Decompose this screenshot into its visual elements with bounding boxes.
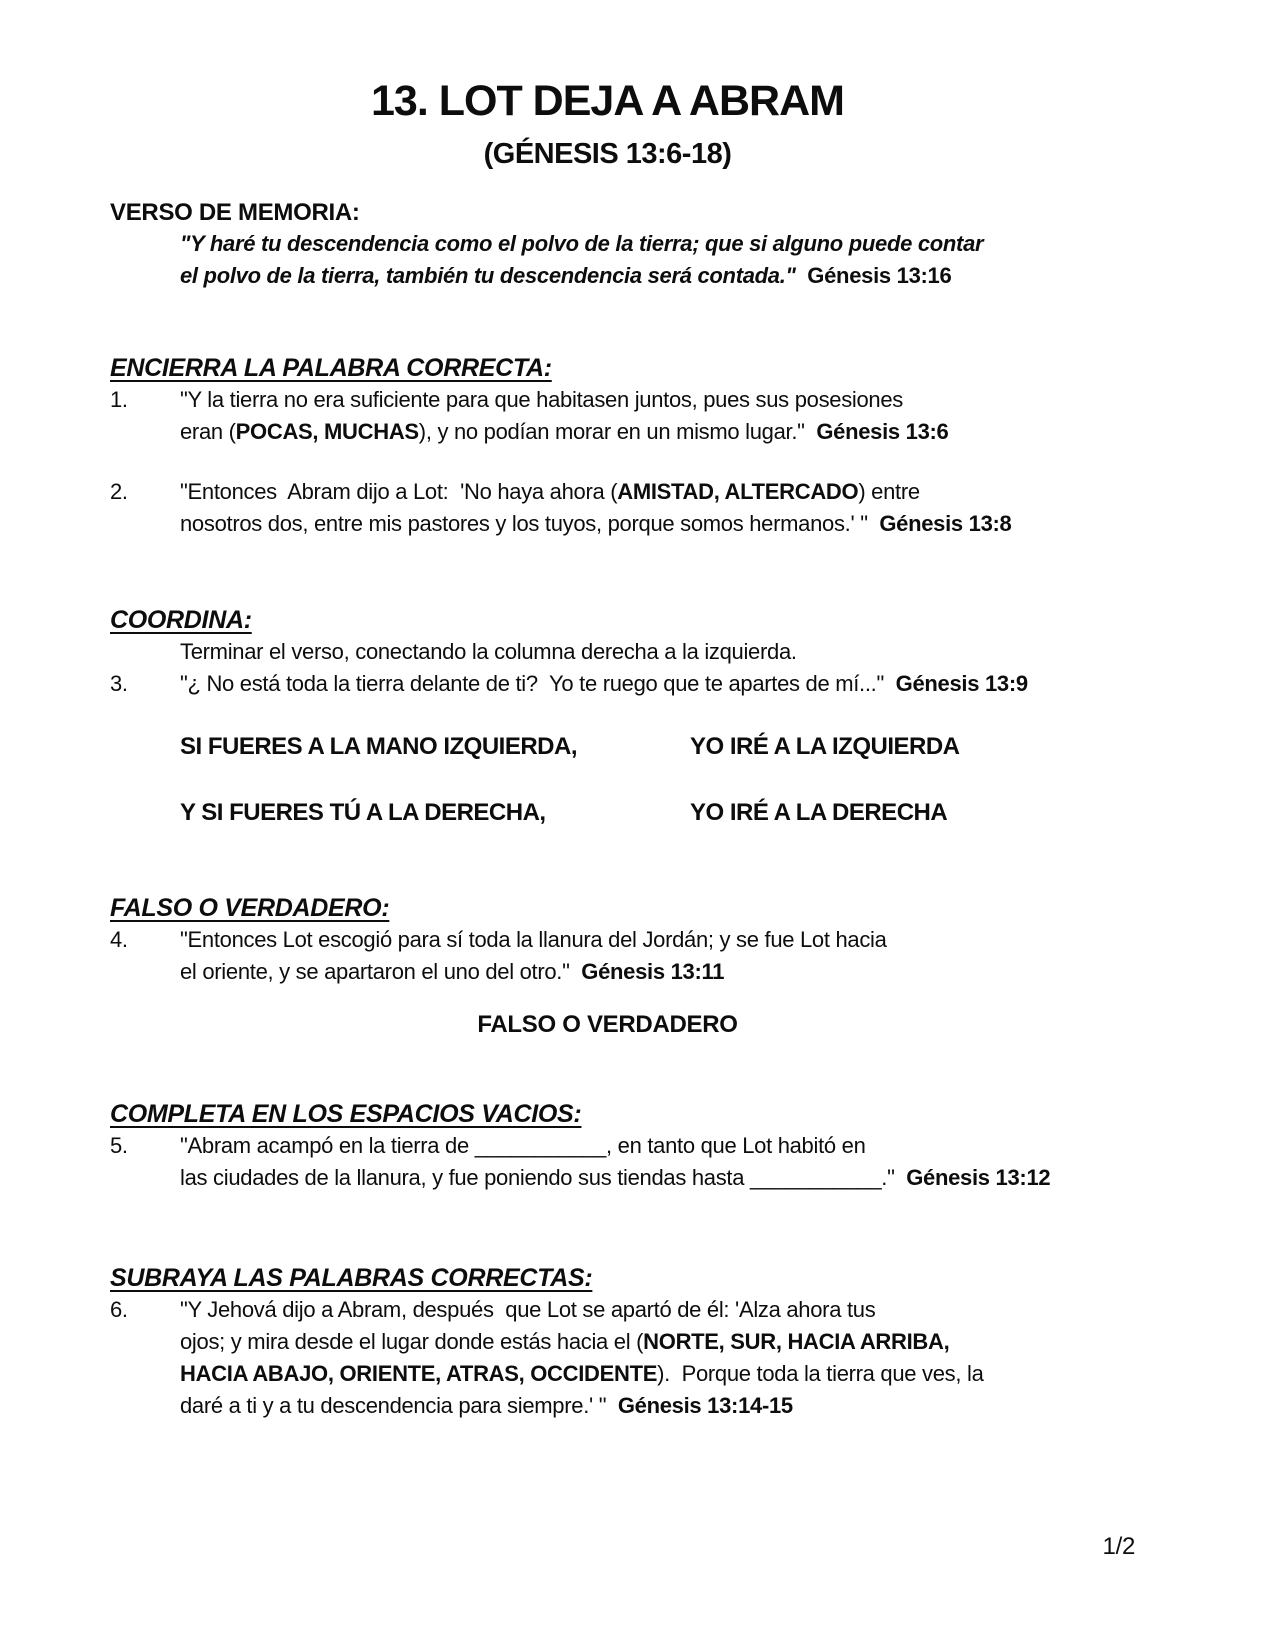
question-text (180, 668, 1205, 700)
memory-verse-line: "Y haré tu descendencia como el polvo de la tierra; que si alguno puede contar (180, 231, 984, 256)
match-left: Y SI FUERES TÚ A LA DERECHA, (180, 799, 546, 826)
match-right: YO IRÉ A LA IZQUIERDA (690, 733, 960, 760)
question-line: el oriente, y se apartaron el uno del otro." Génesis 13:11 (180, 959, 725, 984)
question-text (180, 1294, 1205, 1422)
page-number: 1/2 (1102, 1533, 1135, 1560)
question-3 (110, 668, 1205, 700)
answer-choice: FALSO O VERDADERO (477, 1011, 738, 1038)
question-line: "Y Jehová dijo a Abram, después que Lot se apartó de él: 'Alza ahora tus (180, 1297, 876, 1322)
question-line: eran (POCAS, MUCHAS), y no podían morar en un mismo lugar." Génesis 13:6 (180, 419, 949, 444)
question-line: "Y la tierra no era suficiente para que habitasen juntos, pues sus posesiones (180, 387, 903, 412)
match-left: SI FUERES A LA MANO IZQUIERDA, (180, 733, 578, 760)
question-number: 1. (110, 387, 128, 412)
question-1 (110, 384, 1205, 448)
question-line: "Entonces Lot escogió para sí toda la llanura del Jordán; y se fue Lot hacia (180, 927, 887, 952)
question-text (180, 384, 1205, 448)
question-line: las ciudades de la llanura, y fue poniendo sus tiendas hasta ___________." Génesis 13:12 (180, 1165, 1051, 1190)
question-line: "¿ No está toda la tierra delante de ti? Yo te ruego que te apartes de mí..." Génesis 13:9 (180, 671, 1028, 696)
section-heading-falso: FALSO O VERDADERO: (110, 894, 390, 922)
match-row (110, 732, 1205, 762)
question-6 (110, 1294, 1205, 1422)
question-2 (110, 476, 1205, 540)
question-text (180, 924, 1205, 988)
section-heading-subraya: SUBRAYA LAS PALABRAS CORRECTAS: (110, 1264, 593, 1292)
question-5 (110, 1130, 1205, 1194)
memory-verse-heading: VERSO DE MEMORIA: (110, 199, 360, 226)
question-number: 6. (110, 1297, 128, 1322)
question-line: ojos; y mira desde el lugar donde estás hacia el (NORTE, SUR, HACIA ARRIBA, (180, 1329, 950, 1354)
question-number: 2. (110, 479, 128, 504)
question-line: "Abram acampó en la tierra de ___________, en tanto que Lot habitó en (180, 1133, 866, 1158)
page-subtitle: (GÉNESIS 13:6-18) (483, 138, 732, 170)
section-heading-completa: COMPLETA EN LOS ESPACIOS VACIOS: (110, 1100, 582, 1128)
page-title: 13. LOT DEJA A ABRAM (371, 77, 844, 125)
section-heading-encierra: ENCIERRA LA PALABRA CORRECTA: (110, 354, 552, 382)
question-text (180, 1130, 1205, 1194)
section-instructions: Terminar el verso, conectando la columna derecha a la izquierda. (180, 639, 797, 664)
memory-verse-line: el polvo de la tierra, también tu descendencia será contada." Génesis 13:16 (180, 263, 952, 288)
question-line: nosotros dos, entre mis pastores y los tuyos, porque somos hermanos.' " Génesis 13:8 (180, 511, 1012, 536)
question-text (180, 476, 1205, 540)
memory-verse (110, 228, 1205, 292)
section-heading-coordina: COORDINA: (110, 606, 252, 634)
question-line: HACIA ABAJO, ORIENTE, ATRAS, OCCIDENTE). Porque toda la tierra que ves, la (180, 1361, 984, 1386)
question-number: 5. (110, 1133, 128, 1158)
match-row (110, 798, 1205, 828)
question-4 (110, 924, 1205, 988)
question-line: daré a ti y a tu descendencia para siempre.' " Génesis 13:14-15 (180, 1393, 793, 1418)
question-number: 4. (110, 927, 128, 952)
question-line: "Entonces Abram dijo a Lot: 'No haya ahora (AMISTAD, ALTERCADO) entre (180, 479, 920, 504)
match-right: YO IRÉ A LA DERECHA (690, 799, 948, 826)
question-number: 3. (110, 671, 128, 696)
